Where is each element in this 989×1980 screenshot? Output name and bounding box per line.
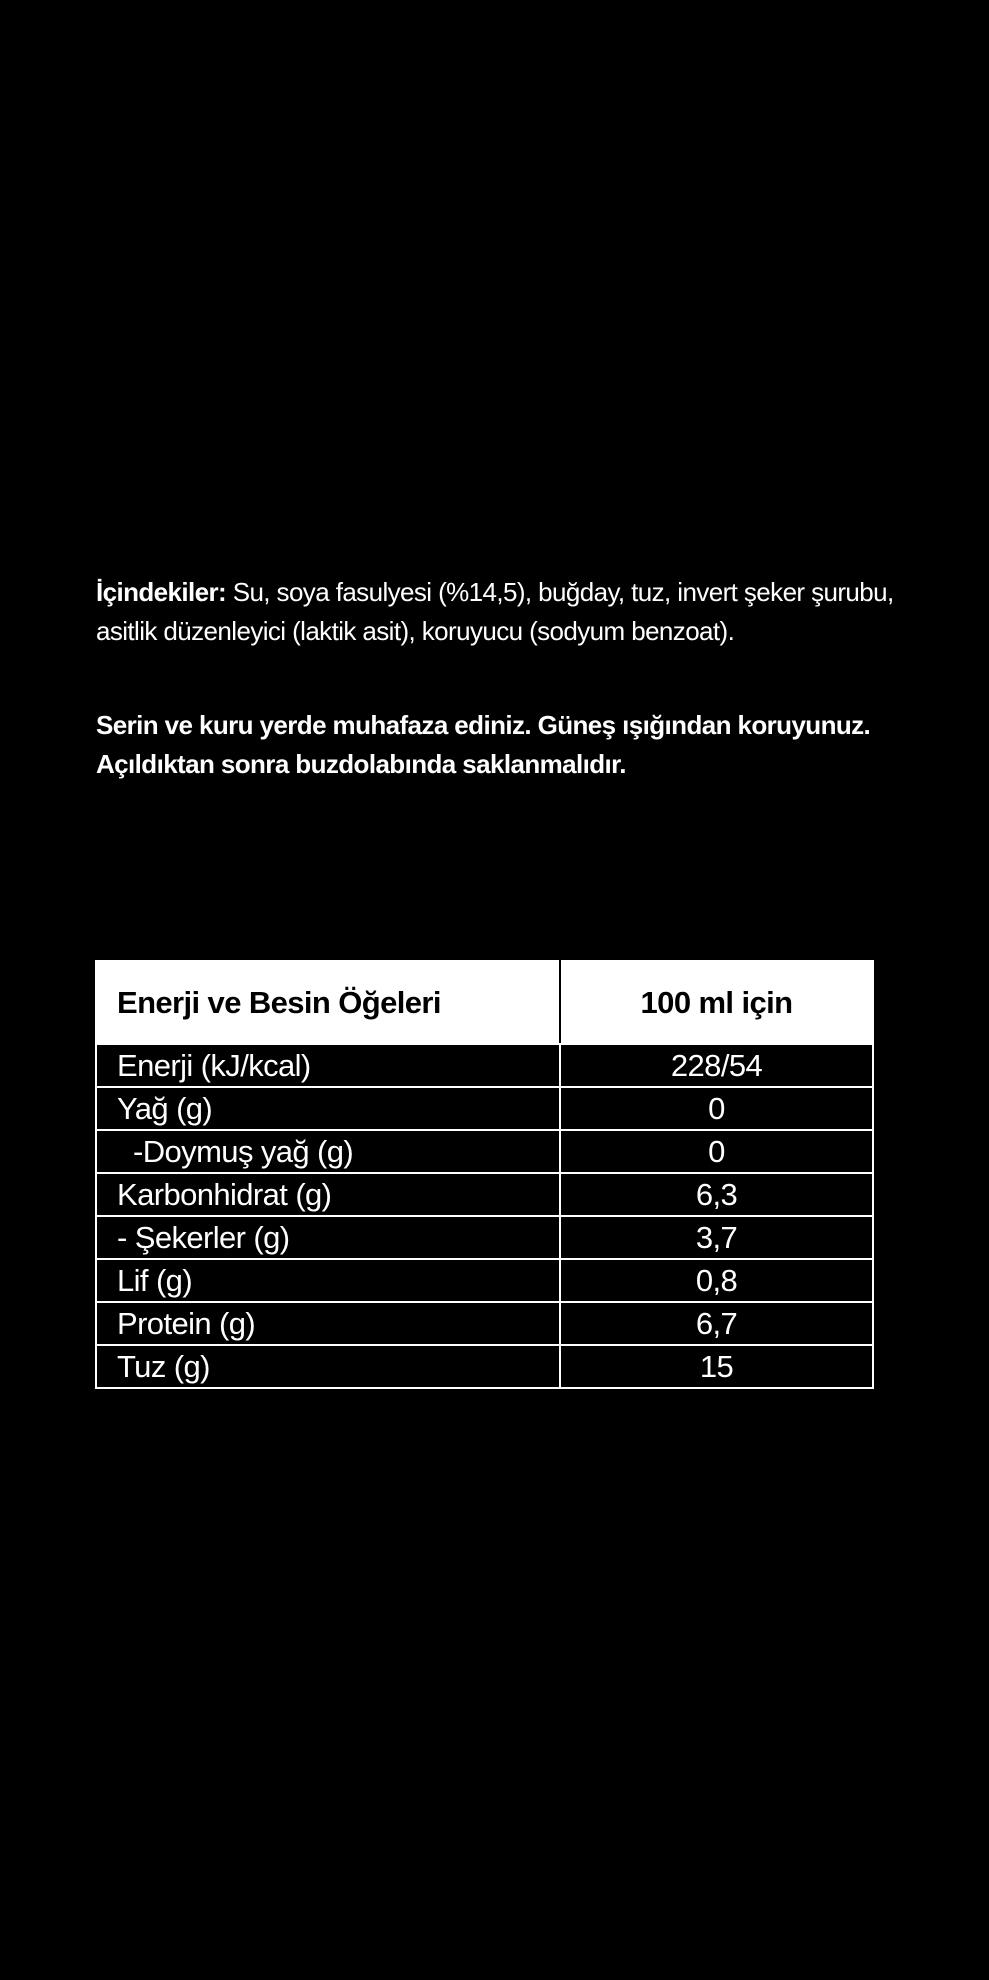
nutrient-value: 6,3 — [560, 1173, 873, 1216]
nutrient-value: 6,7 — [560, 1302, 873, 1345]
storage-line-1: Serin ve kuru yerde muhafaza ediniz. Güneş ışığından koruyunuz. — [96, 710, 871, 740]
nutrient-value: 0 — [560, 1087, 873, 1130]
nutrient-name: Karbonhidrat (g) — [96, 1173, 560, 1216]
nutrition-header-row — [96, 961, 873, 1044]
storage-line-2: Açıldıktan sonra buzdolabında saklanmalıdır. — [96, 749, 626, 779]
storage-instructions — [96, 706, 896, 784]
nutrient-value: 0,8 — [560, 1259, 873, 1302]
nutrient-name: Protein (g) — [96, 1302, 560, 1345]
table-row — [96, 1130, 873, 1173]
ingredients-label: İçindekiler: — [96, 577, 227, 607]
table-row — [96, 1345, 873, 1388]
nutrition-header-name: Enerji ve Besin Öğeleri — [96, 961, 560, 1044]
table-row — [96, 1087, 873, 1130]
ingredients-paragraph — [96, 573, 896, 651]
table-row — [96, 1173, 873, 1216]
nutrient-name: Yağ (g) — [96, 1087, 560, 1130]
nutrient-value: 15 — [560, 1345, 873, 1388]
nutrition-header-value: 100 ml için — [560, 961, 873, 1044]
nutrient-value: 3,7 — [560, 1216, 873, 1259]
nutrient-name: -Doymuş yağ (g) — [96, 1130, 560, 1173]
ingredients-text: Su, soya fasulyesi (%14,5), buğday, tuz, invert şeker şurubu, asitlik düzenleyici (laktik asit), koruyucu (sodyum benzoat). — [96, 577, 894, 646]
nutrient-name: - Şekerler (g) — [96, 1216, 560, 1259]
table-row — [96, 1044, 873, 1087]
table-row — [96, 1259, 873, 1302]
nutrition-table — [95, 960, 874, 1389]
nutrient-name: Enerji (kJ/kcal) — [96, 1044, 560, 1087]
table-row — [96, 1302, 873, 1345]
nutrient-value: 228/54 — [560, 1044, 873, 1087]
nutrient-value: 0 — [560, 1130, 873, 1173]
table-row — [96, 1216, 873, 1259]
nutrient-name: Tuz (g) — [96, 1345, 560, 1388]
nutrient-name: Lif (g) — [96, 1259, 560, 1302]
